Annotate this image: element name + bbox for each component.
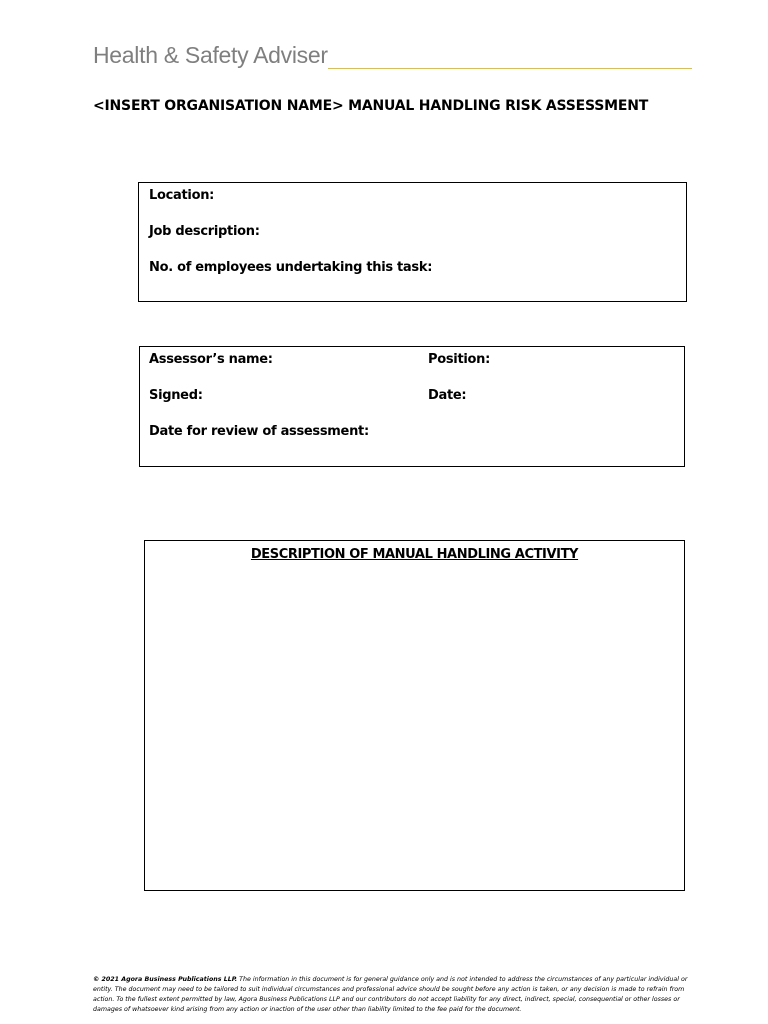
document-title: <INSERT ORGANISATION NAME> MANUAL HANDLING RISK ASSESSMENT [93, 98, 649, 114]
header-rule [328, 68, 692, 69]
job-description-label: Job description: [149, 224, 260, 239]
disclaimer-text: The information in this document is for general guidance only and is not intended to address the circumstances of any particular individual or entity. The document may need to be tailored to suit individual circumstances and professional advice should be sought before any action is taken, or any decision is made to refrain from action. To the fullest extent permitted by law, Agora Business Publications LLP and our contributors do not accept liability for any direct, indirect, special, consequential or other losses or damages of whatsoever kind arising from any action or inaction of the user other than liability limited to the fee paid for the document. [93, 976, 688, 1013]
position-label: Position: [428, 352, 491, 367]
review-date-label: Date for review of assessment: [149, 424, 369, 439]
publication-brand: Health & Safety Adviser [93, 42, 328, 68]
copyright-notice: © 2021 Agora Business Publications LLP. [93, 976, 238, 983]
activity-description-box [144, 540, 685, 891]
assessor-details-box [139, 346, 685, 467]
signed-label: Signed: [149, 388, 203, 403]
copyright-disclaimer [93, 975, 693, 1015]
employees-count-label: No. of employees undertaking this task: [149, 260, 433, 275]
assessor-name-label: Assessor’s name: [149, 352, 273, 367]
location-label: Location: [149, 188, 215, 203]
date-label: Date: [428, 388, 467, 403]
activity-description-heading: DESCRIPTION OF MANUAL HANDLING ACTIVITY [250, 547, 579, 562]
location-details-box [138, 182, 687, 302]
